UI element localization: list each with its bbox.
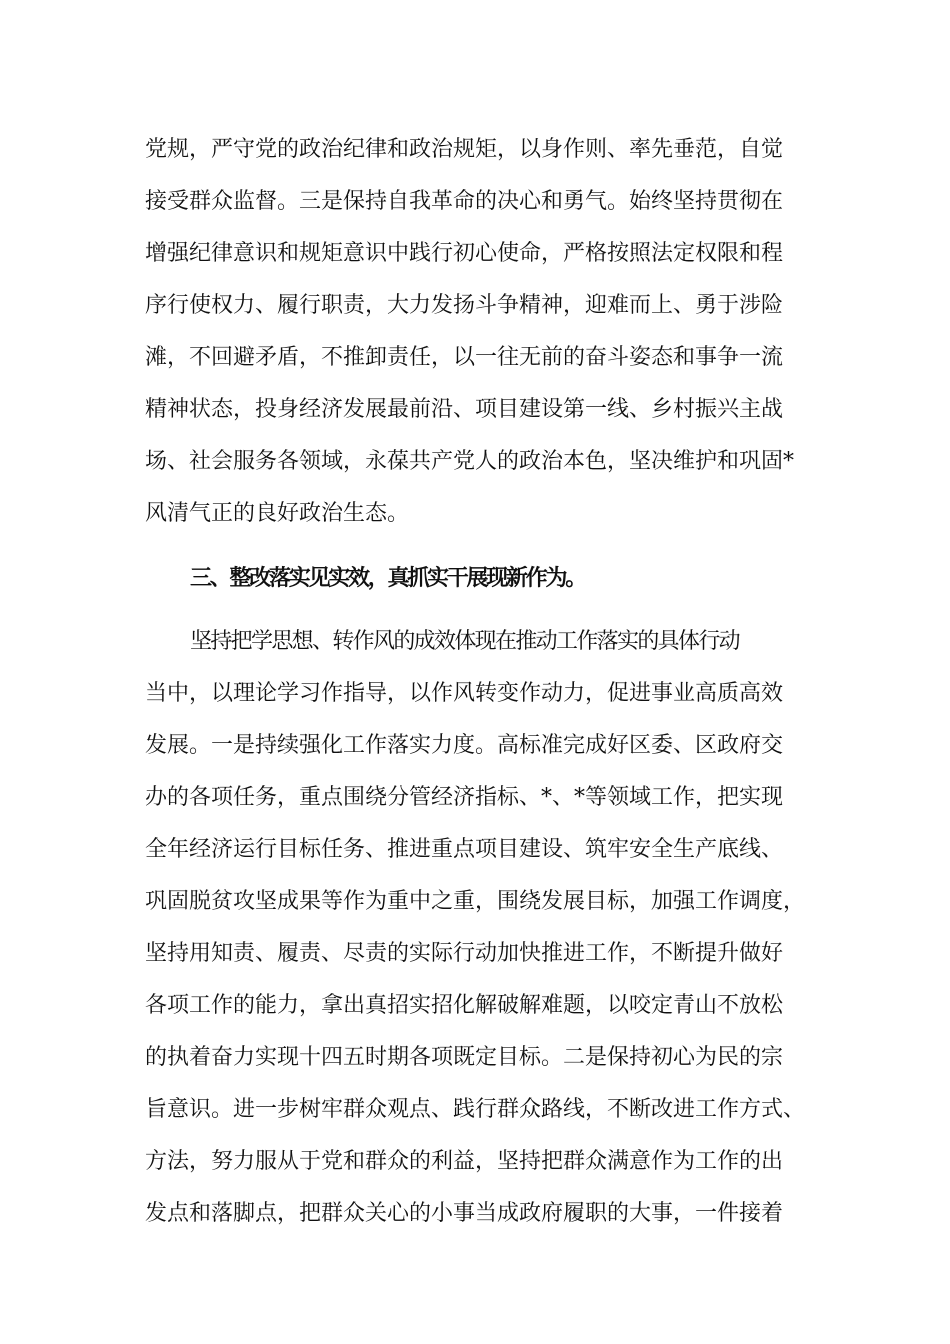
paragraph-line: 增强纪律意识和规矩意识中践行初心使命，严格按照法定权限和程 <box>145 241 784 266</box>
paragraph-line: 坚持用知责、履责、尽责的实际行动加快推进工作，不断提升做好 <box>145 941 784 966</box>
paragraph-line: 滩，不回避矛盾，不推卸责任，以一往无前的奋斗姿态和事争一流 <box>145 345 784 370</box>
section-heading: 三、整改落实见实效，真抓实干展现新作为。 <box>190 565 586 591</box>
paragraph-line: 发点和落脚点，把群众关心的小事当成政府履职的大事，一件接着 <box>145 1201 784 1226</box>
paragraph-line: 接受群众监督。三是保持自我革命的决心和勇气。始终坚持贯彻在 <box>145 189 784 214</box>
paragraph-line: 各项工作的能力，拿出真招实招化解破解难题，以咬定青山不放松 <box>145 993 784 1018</box>
paragraph-line: 发展。一是持续强化工作落实力度。高标准完成好区委、区政府交 <box>145 733 784 758</box>
paragraph-line: 坚持把学思想、转作风的成效体现在推动工作落实的具体行动 <box>190 629 740 654</box>
paragraph-line: 当中，以理论学习作指导，以作风转变作动力，促进事业高质高效 <box>145 681 784 706</box>
paragraph-line: 旨意识。进一步树牢群众观点、践行群众路线，不断改进工作方式、 <box>145 1097 806 1122</box>
paragraph-line: 序行使权力、履行职责，大力发扬斗争精神，迎难而上、勇于涉险 <box>145 293 784 318</box>
paragraph-line: 巩固脱贫攻坚成果等作为重中之重，围绕发展目标，加强工作调度， <box>145 889 806 914</box>
paragraph-line: 风清气正的良好政治生态。 <box>145 501 410 526</box>
paragraph-line: 方法，努力服从于党和群众的利益，坚持把群众满意作为工作的出 <box>145 1149 784 1174</box>
paragraph-line: 场、社会服务各领域，永葆共产党人的政治本色，坚决维护和巩固* <box>145 449 795 474</box>
paragraph-line: 办的各项任务，重点围绕分管经济指标、*、*等领域工作，把实现 <box>145 785 784 810</box>
paragraph-line: 党规，严守党的政治纪律和政治规矩，以身作则、率先垂范，自觉 <box>145 137 784 162</box>
paragraph-line: 全年经济运行目标任务、推进重点项目建设、筑牢安全生产底线、 <box>145 837 784 862</box>
paragraph-line: 精神状态，投身经济发展最前沿、项目建设第一线、乡村振兴主战 <box>145 397 784 422</box>
paragraph-line: 的执着奋力实现十四五时期各项既定目标。二是保持初心为民的宗 <box>145 1045 784 1070</box>
